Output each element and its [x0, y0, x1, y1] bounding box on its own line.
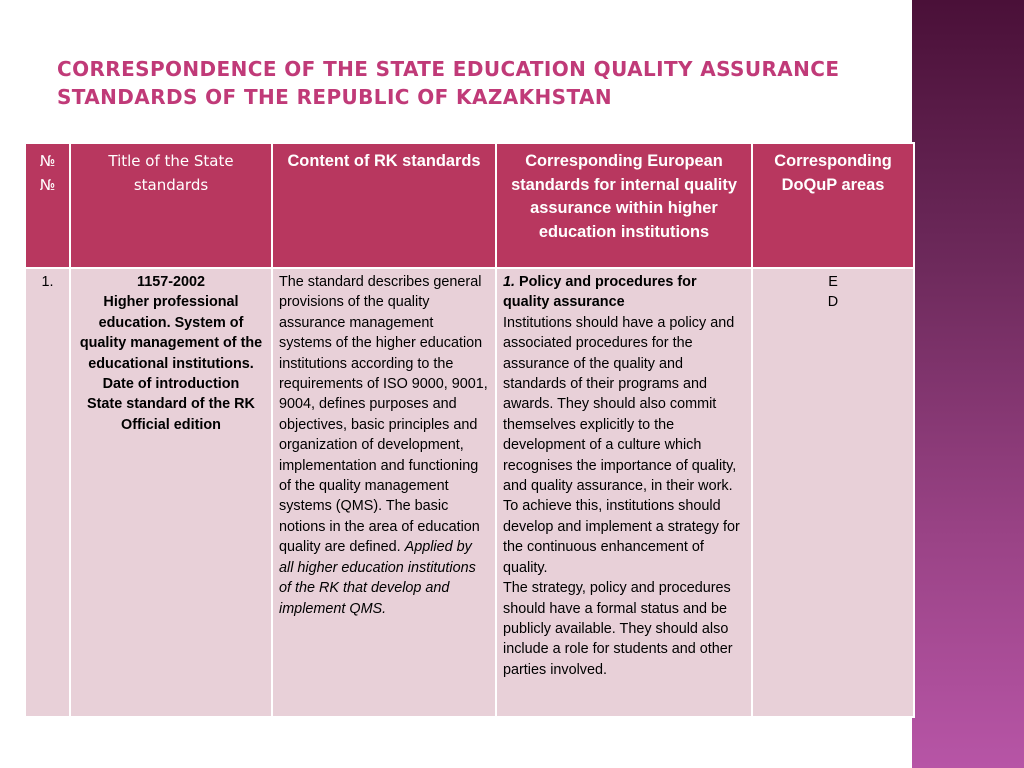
header-number: № №	[25, 143, 70, 268]
slide-title	[57, 55, 897, 111]
doqup-area-e: E	[828, 274, 838, 290]
euro-paragraph-1: Institutions should have a policy and associated procedures for the assurance of the quality and standards of their programs and awards. They should also commit themselves explicitly to the development of a culture which recognises the importance of quality, and quality assurance, in their work. To achieve this, institutions should develop and implement a strategy for the continuous enhancement of quality.	[503, 314, 740, 576]
doqup-area-d: D	[827, 294, 839, 311]
header-content: Content of RK standards	[272, 143, 496, 268]
cell-title	[70, 268, 272, 717]
title-edition: Official edition	[121, 416, 221, 433]
header-doqup-areas: Corresponding DoQuP areas	[752, 143, 914, 268]
content-applied-note: Applied by all higher education institutions of the RK that develop and implement QMS.	[279, 539, 476, 617]
content-text: The standard describes general provisions of the quality assurance management systems of the higher education institutions according to the requirements of ISO 9000, 9001, 9004, defines purposes and objectives, basic principles and organization of development, implementation and functioning of the quality management systems (QMS). The basic notions in the area of education quality are defined.	[279, 274, 488, 556]
header-title: Title of the State standards	[70, 143, 272, 268]
title-date-label: Date of introduction	[102, 376, 240, 393]
cell-content	[272, 268, 496, 717]
table-header-row	[25, 143, 914, 268]
euro-paragraph-2: The strategy, policy and procedures should have a formal status and be publicly available. They should also include a role for students and other parties involved.	[503, 580, 733, 678]
slide-title-line-1: CORRESPONDENCE OF THE STATE EDUCATION QUALITY ASSURANCE	[57, 57, 840, 81]
title-state-standard: State standard of the RK	[87, 396, 255, 413]
cell-european-standard	[496, 268, 752, 717]
title-code: 1157-2002	[136, 274, 206, 290]
euro-number: 1.	[503, 274, 516, 290]
table-row	[25, 268, 914, 717]
euro-heading-text: Policy and procedures for quality assurance	[503, 274, 697, 311]
header-european-standards: Corresponding European standards for internal quality assurance within higher education institutions	[496, 143, 752, 268]
decorative-side-bar	[912, 0, 1024, 768]
cell-doqup	[752, 268, 914, 717]
euro-heading	[503, 272, 745, 313]
cell-number: 1.	[25, 268, 70, 717]
standards-table	[24, 142, 915, 718]
slide-title-line-2: STANDARDS OF THE REPUBLIC OF KAZAKHSTAN	[57, 85, 612, 109]
title-name: Higher professional education. System of quality management of the educational institutions.	[79, 294, 263, 372]
